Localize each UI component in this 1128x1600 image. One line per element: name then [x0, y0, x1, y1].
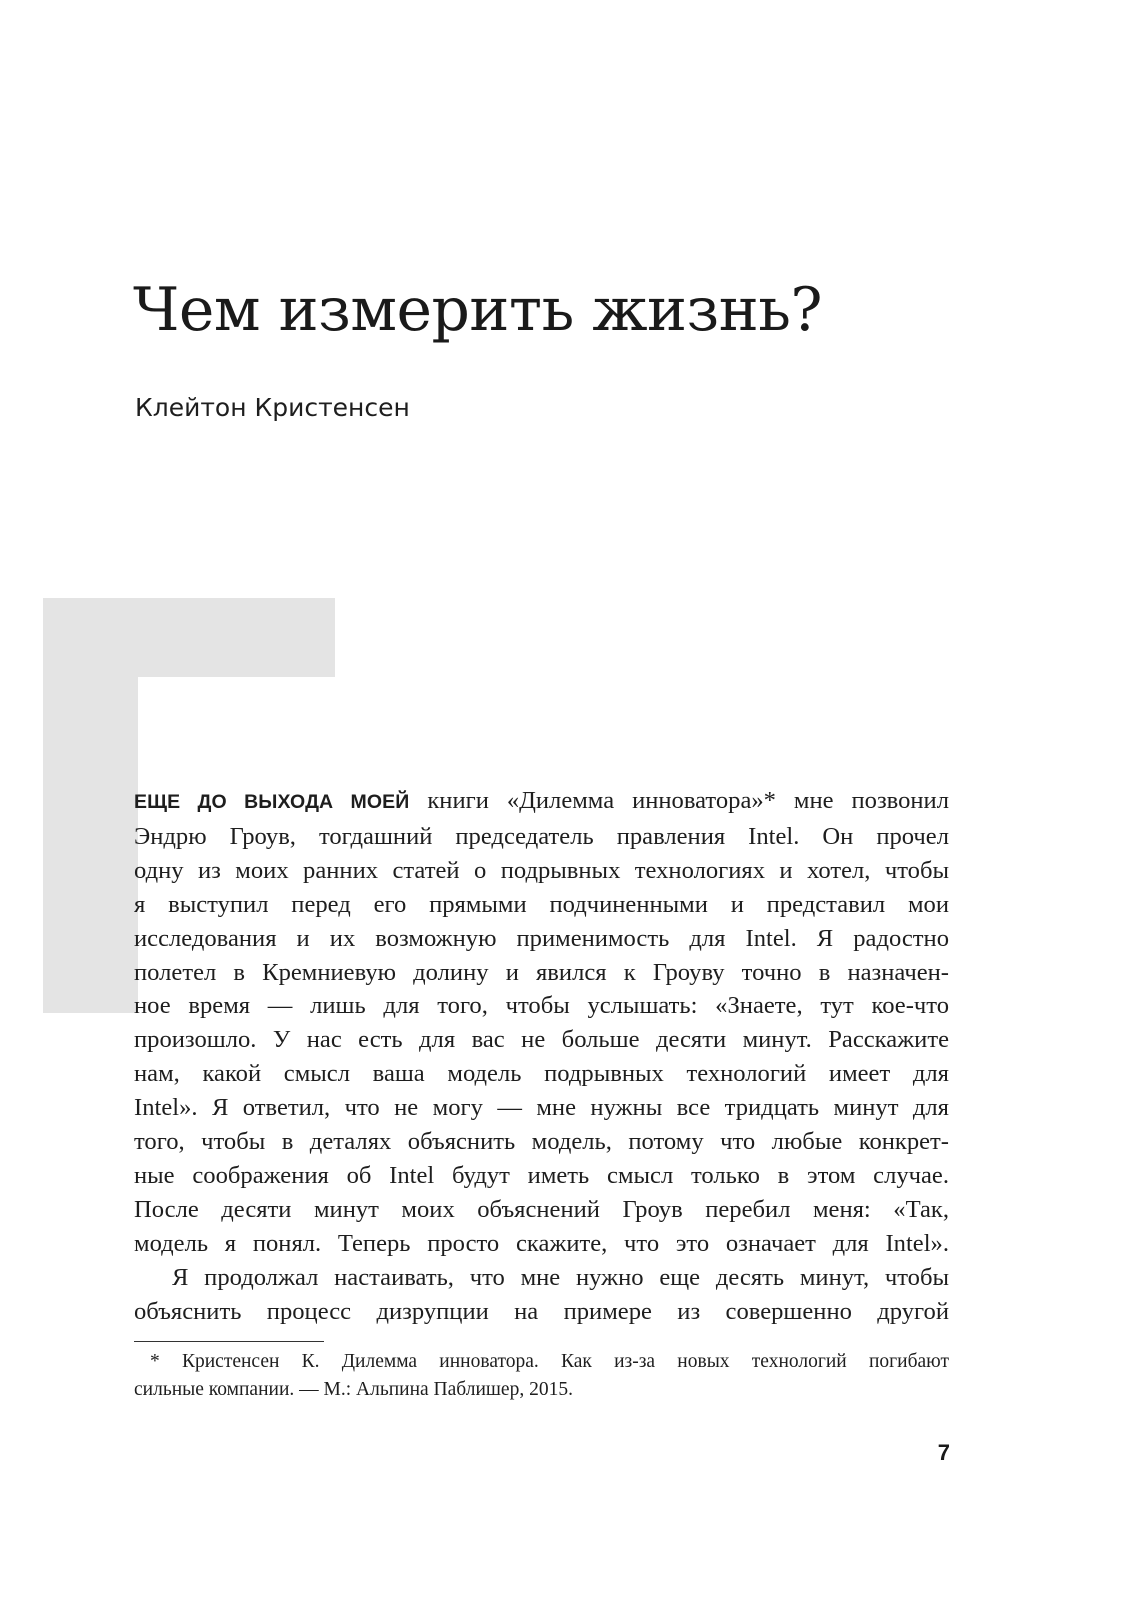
paragraph-1 — [134, 784, 949, 1261]
page-number: 7 — [937, 1440, 950, 1465]
paragraph-line: Intel». Я ответил, что не могу — мне нужны все тридцать минут для — [134, 1094, 949, 1122]
paragraph-line: Я продолжал настаивать, что мне нужно еще десять минут, чтобы — [172, 1263, 949, 1291]
chapter-author: Клейтон Кристенсен — [135, 393, 410, 422]
footnote-line: сильные компании. — М.: Альпина Паблишер, 2015. — [134, 1379, 573, 1400]
paragraph-line: После десяти минут моих объяснений Гроув перебил меня: «Так, — [134, 1195, 949, 1223]
paragraph-line: ное время — лишь для того, чтобы услышать: «Знаете, тут кое-что — [134, 992, 949, 1020]
footnote-line: * Кристенсен К. Дилемма инноватора. Как из-за новых технологий погибают — [150, 1351, 949, 1372]
run-in-heading: ЕЩЕ ДО ВЫХОДА МОЕЙ — [134, 791, 410, 813]
paragraph-line: нам, какой смысл ваша модель подрывных технологий имеет для — [134, 1060, 949, 1088]
paragraph-line: модель я понял. Теперь просто скажите, что это означает для Intel». — [134, 1229, 949, 1257]
paragraph-line: исследования и их возможную применимость для Intel. Я радостно — [134, 924, 949, 952]
paragraph-line: я выступил перед его прямыми подчиненными и представил мои — [134, 890, 949, 918]
paragraph-line: ЕЩЕ ДО ВЫХОДА МОЕЙ книги «Дилемма инноватора»* мне позвонил — [134, 787, 949, 814]
body-text — [134, 784, 949, 1329]
decorative-initial-block-top — [43, 598, 335, 677]
paragraph-line: ные соображения об Intel будут иметь смысл только в этом случае. — [134, 1161, 949, 1189]
footnote — [134, 1348, 949, 1404]
paragraph-line: объяснить процесс дизрупции на примере из совершенно другой — [134, 1297, 949, 1325]
paragraph-line: одну из моих ранних статей о подрывных технологиях и хотел, чтобы — [134, 856, 949, 884]
paragraph-line: полетел в Кремниевую долину и явился к Гроуву точно в назначен- — [134, 958, 949, 986]
paragraph-line: произошло. У нас есть для вас не больше десяти минут. Расскажите — [134, 1026, 949, 1054]
paragraph-line: Эндрю Гроув, тогдашний председатель правления Intel. Он прочел — [134, 822, 949, 850]
paragraph-line: того, чтобы в деталях объяснить модель, потому что любые конкрет- — [134, 1128, 949, 1156]
chapter-title: Чем измерить жизнь? — [133, 275, 823, 345]
footnote-divider — [134, 1341, 324, 1342]
decorative-initial-block-stem — [43, 677, 138, 1013]
paragraph-2 — [134, 1261, 949, 1329]
